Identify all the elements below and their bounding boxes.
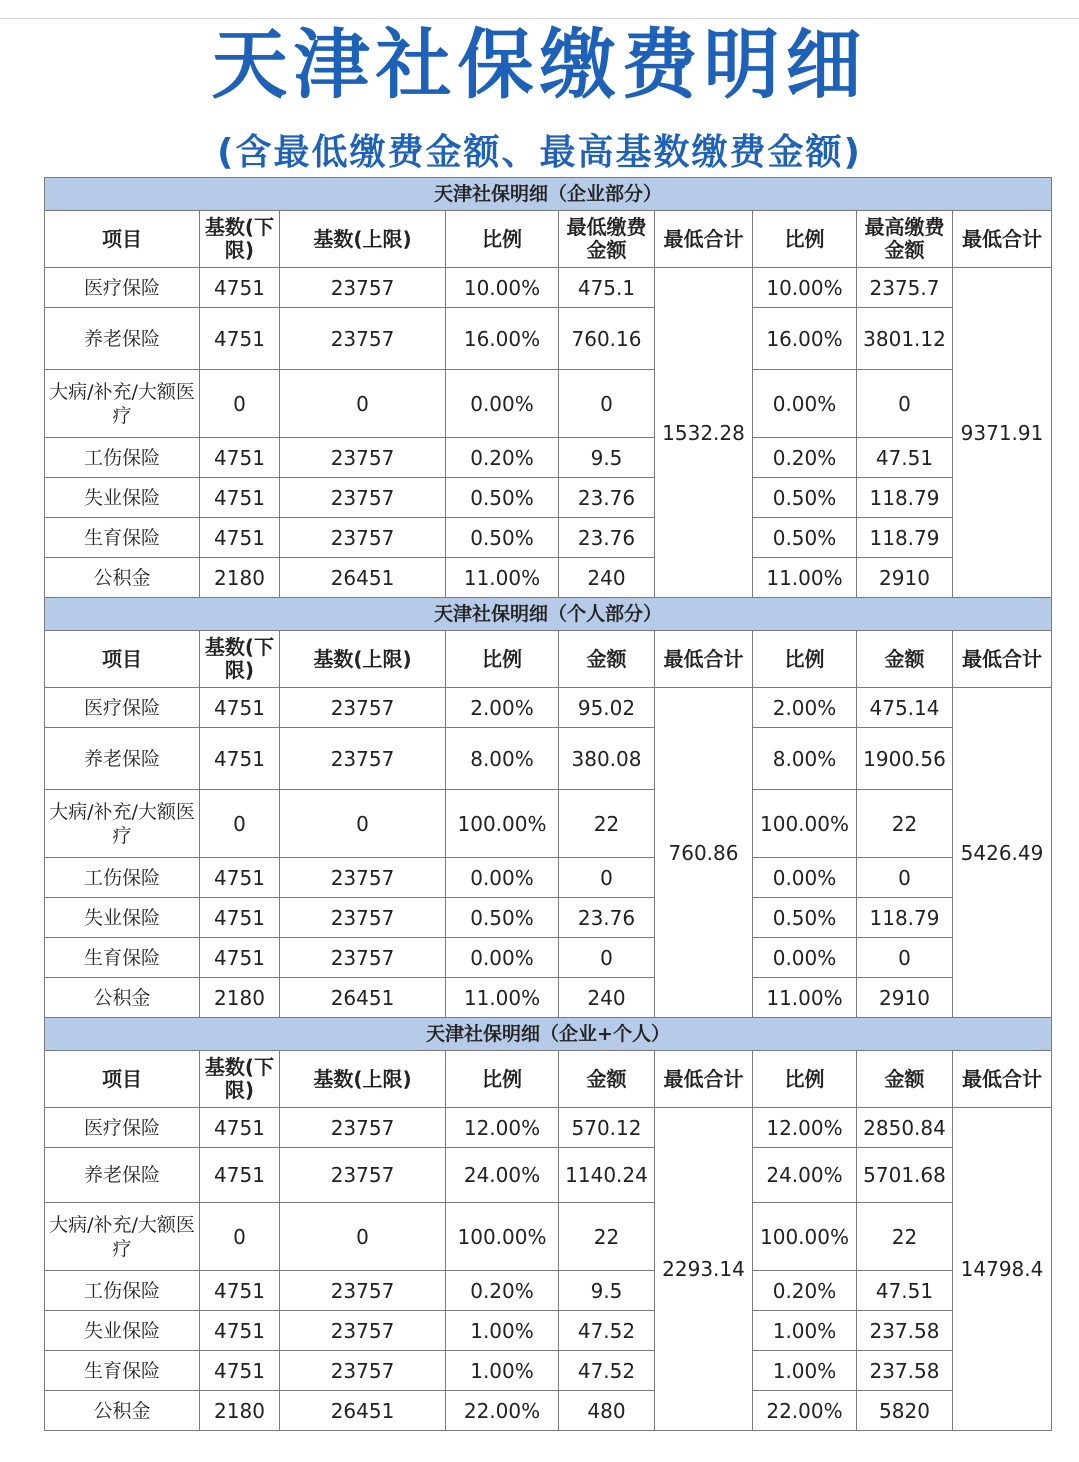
cell-rate-high: 8.00% xyxy=(753,728,857,790)
page-title: 天津社保缴费明细 xyxy=(211,20,868,109)
cell-amount-low: 475.1 xyxy=(559,268,655,308)
page-subtitle: (含最低缴费金额、最高基数缴费金额) xyxy=(217,132,862,173)
column-header: 比例 xyxy=(753,1051,857,1108)
cell-rate-low: 0.50% xyxy=(446,478,559,518)
cell-item: 生育保险 xyxy=(45,518,200,558)
cell-item: 公积金 xyxy=(45,978,200,1018)
cell-rate-high: 10.00% xyxy=(753,268,857,308)
cell-rate-low: 0.00% xyxy=(446,370,559,438)
cell-rate-low: 0.00% xyxy=(446,938,559,978)
cell-base-low: 2180 xyxy=(200,978,280,1018)
cell-rate-low: 10.00% xyxy=(446,268,559,308)
table-row xyxy=(45,978,1052,1018)
cell-rate-high: 11.00% xyxy=(753,978,857,1018)
column-header: 基数(下限) xyxy=(200,631,280,688)
cell-amount-low: 47.52 xyxy=(559,1311,655,1351)
cell-base-low: 2180 xyxy=(200,558,280,598)
cell-rate-low: 100.00% xyxy=(446,790,559,858)
cell-amount-high: 118.79 xyxy=(857,518,953,558)
cell-base-low: 0 xyxy=(200,1203,280,1271)
cell-amount-high: 3801.12 xyxy=(857,308,953,370)
cell-rate-high: 1.00% xyxy=(753,1351,857,1391)
column-header: 基数(下限) xyxy=(200,1051,280,1108)
cell-item: 公积金 xyxy=(45,558,200,598)
cell-base-low: 4751 xyxy=(200,938,280,978)
cell-item: 医疗保险 xyxy=(45,688,200,728)
cell-base-high: 23757 xyxy=(280,1351,446,1391)
cell-rate-low: 2.00% xyxy=(446,688,559,728)
cell-item: 养老保险 xyxy=(45,1148,200,1203)
cell-base-low: 4751 xyxy=(200,1108,280,1148)
table-row xyxy=(45,1203,1052,1271)
section-heading: 天津社保明细（企业部分） xyxy=(45,178,1052,211)
column-header: 最低合计 xyxy=(953,631,1052,688)
cell-amount-low: 23.76 xyxy=(559,478,655,518)
cell-base-high: 23757 xyxy=(280,688,446,728)
column-header: 项目 xyxy=(45,631,200,688)
cell-base-high: 23757 xyxy=(280,1108,446,1148)
cell-base-low: 4751 xyxy=(200,1311,280,1351)
section-heading-row xyxy=(45,178,1052,211)
cell-rate-high: 100.00% xyxy=(753,1203,857,1271)
cell-base-high: 23757 xyxy=(280,1148,446,1203)
column-header: 比例 xyxy=(446,211,559,268)
column-header: 基数(上限) xyxy=(280,1051,446,1108)
table-row xyxy=(45,858,1052,898)
top-divider xyxy=(0,18,1079,19)
cell-item: 工伤保险 xyxy=(45,1271,200,1311)
cell-rate-high: 0.50% xyxy=(753,478,857,518)
cell-base-high: 23757 xyxy=(280,728,446,790)
cell-item: 工伤保险 xyxy=(45,858,200,898)
column-header: 基数(下限) xyxy=(200,211,280,268)
cell-base-low: 4751 xyxy=(200,1271,280,1311)
cell-base-high: 23757 xyxy=(280,268,446,308)
cell-base-high: 26451 xyxy=(280,978,446,1018)
cell-base-low: 4751 xyxy=(200,518,280,558)
cell-amount-high: 5820 xyxy=(857,1391,953,1431)
cell-base-high: 23757 xyxy=(280,518,446,558)
cell-base-low: 4751 xyxy=(200,688,280,728)
table-row xyxy=(45,938,1052,978)
column-header: 项目 xyxy=(45,211,200,268)
cell-amount-low: 95.02 xyxy=(559,688,655,728)
cell-item: 医疗保险 xyxy=(45,268,200,308)
cell-amount-low: 240 xyxy=(559,558,655,598)
cell-item: 公积金 xyxy=(45,1391,200,1431)
cell-item: 养老保险 xyxy=(45,728,200,790)
cell-rate-low: 1.00% xyxy=(446,1311,559,1351)
table-row xyxy=(45,438,1052,478)
column-header: 金额 xyxy=(559,631,655,688)
cell-amount-low: 23.76 xyxy=(559,518,655,558)
cell-amount-low: 47.52 xyxy=(559,1351,655,1391)
cell-item: 失业保险 xyxy=(45,478,200,518)
table-row xyxy=(45,1271,1052,1311)
cell-rate-low: 11.00% xyxy=(446,558,559,598)
section-heading: 天津社保明细（个人部分） xyxy=(45,598,1052,631)
cell-rate-low: 16.00% xyxy=(446,308,559,370)
cell-amount-low: 9.5 xyxy=(559,438,655,478)
cell-base-low: 2180 xyxy=(200,1391,280,1431)
cell-base-low: 4751 xyxy=(200,308,280,370)
cell-base-high: 0 xyxy=(280,790,446,858)
cell-amount-high: 0 xyxy=(857,858,953,898)
cell-rate-high: 16.00% xyxy=(753,308,857,370)
cell-base-high: 23757 xyxy=(280,478,446,518)
section-heading: 天津社保明细（企业+个人） xyxy=(45,1018,1052,1051)
cell-rate-high: 24.00% xyxy=(753,1148,857,1203)
cell-amount-high: 475.14 xyxy=(857,688,953,728)
cell-base-high: 23757 xyxy=(280,308,446,370)
cell-amount-low: 0 xyxy=(559,858,655,898)
column-header-row xyxy=(45,631,1052,688)
cell-rate-high: 0.00% xyxy=(753,858,857,898)
cell-base-low: 0 xyxy=(200,370,280,438)
cell-amount-low: 1140.24 xyxy=(559,1148,655,1203)
total-high-cell: 9371.91 xyxy=(953,268,1052,598)
cell-amount-high: 2375.7 xyxy=(857,268,953,308)
cell-amount-high: 118.79 xyxy=(857,898,953,938)
cell-rate-low: 0.20% xyxy=(446,438,559,478)
column-header: 比例 xyxy=(446,631,559,688)
column-header: 金额 xyxy=(559,1051,655,1108)
cell-amount-high: 47.51 xyxy=(857,438,953,478)
cell-amount-low: 240 xyxy=(559,978,655,1018)
table-row xyxy=(45,478,1052,518)
cell-amount-low: 9.5 xyxy=(559,1271,655,1311)
column-header: 比例 xyxy=(753,631,857,688)
cell-rate-low: 24.00% xyxy=(446,1148,559,1203)
cell-amount-high: 2910 xyxy=(857,978,953,1018)
total-high-cell: 14798.4 xyxy=(953,1108,1052,1431)
cell-amount-low: 570.12 xyxy=(559,1108,655,1148)
cell-item: 医疗保险 xyxy=(45,1108,200,1148)
column-header: 最低合计 xyxy=(655,211,753,268)
column-header: 金额 xyxy=(857,1051,953,1108)
table-row xyxy=(45,1351,1052,1391)
cell-item: 失业保险 xyxy=(45,1311,200,1351)
table-row xyxy=(45,1108,1052,1148)
table-row xyxy=(45,370,1052,438)
total-high-cell: 5426.49 xyxy=(953,688,1052,1018)
cell-base-high: 0 xyxy=(280,370,446,438)
cell-rate-high: 11.00% xyxy=(753,558,857,598)
total-low-cell: 2293.14 xyxy=(655,1108,753,1431)
cell-rate-low: 0.50% xyxy=(446,898,559,938)
column-header: 基数(上限) xyxy=(280,211,446,268)
cell-rate-low: 0.00% xyxy=(446,858,559,898)
column-header: 最低合计 xyxy=(655,1051,753,1108)
cell-base-high: 23757 xyxy=(280,938,446,978)
cell-rate-high: 0.50% xyxy=(753,898,857,938)
cell-base-high: 0 xyxy=(280,1203,446,1271)
section-heading-row xyxy=(45,598,1052,631)
column-header: 项目 xyxy=(45,1051,200,1108)
column-header: 最高缴费金额 xyxy=(857,211,953,268)
cell-rate-high: 22.00% xyxy=(753,1391,857,1431)
cell-rate-low: 11.00% xyxy=(446,978,559,1018)
cell-rate-high: 0.00% xyxy=(753,370,857,438)
table-row xyxy=(45,558,1052,598)
cell-base-low: 4751 xyxy=(200,898,280,938)
cell-base-low: 0 xyxy=(200,790,280,858)
table-row xyxy=(45,268,1052,308)
cell-item: 大病/补充/大额医疗 xyxy=(45,790,200,858)
cell-rate-low: 0.20% xyxy=(446,1271,559,1311)
cell-amount-low: 380.08 xyxy=(559,728,655,790)
column-header-row xyxy=(45,1051,1052,1108)
cell-amount-high: 22 xyxy=(857,1203,953,1271)
column-header: 基数(上限) xyxy=(280,631,446,688)
total-low-cell: 760.86 xyxy=(655,688,753,1018)
column-header: 最低缴费金额 xyxy=(559,211,655,268)
cell-rate-low: 1.00% xyxy=(446,1351,559,1391)
cell-amount-low: 760.16 xyxy=(559,308,655,370)
cell-amount-low: 0 xyxy=(559,370,655,438)
cell-amount-high: 118.79 xyxy=(857,478,953,518)
table-row xyxy=(45,898,1052,938)
cell-amount-low: 22 xyxy=(559,1203,655,1271)
column-header: 比例 xyxy=(446,1051,559,1108)
table-row xyxy=(45,790,1052,858)
cell-item: 生育保险 xyxy=(45,938,200,978)
cell-base-low: 4751 xyxy=(200,268,280,308)
cell-item: 大病/补充/大额医疗 xyxy=(45,370,200,438)
cell-amount-high: 0 xyxy=(857,938,953,978)
cell-amount-high: 5701.68 xyxy=(857,1148,953,1203)
table-row xyxy=(45,308,1052,370)
section-heading-row xyxy=(45,1018,1052,1051)
column-header: 比例 xyxy=(753,211,857,268)
column-header-row xyxy=(45,211,1052,268)
cell-base-high: 23757 xyxy=(280,438,446,478)
cell-rate-high: 1.00% xyxy=(753,1311,857,1351)
cell-rate-high: 0.00% xyxy=(753,938,857,978)
cell-rate-high: 0.20% xyxy=(753,438,857,478)
cell-base-high: 23757 xyxy=(280,1311,446,1351)
contribution-table xyxy=(44,177,1052,1431)
cell-base-low: 4751 xyxy=(200,438,280,478)
cell-rate-high: 0.50% xyxy=(753,518,857,558)
cell-amount-high: 2850.84 xyxy=(857,1108,953,1148)
column-header: 最低合计 xyxy=(953,211,1052,268)
cell-base-high: 23757 xyxy=(280,1271,446,1311)
cell-item: 养老保险 xyxy=(45,308,200,370)
cell-item: 工伤保险 xyxy=(45,438,200,478)
cell-rate-high: 0.20% xyxy=(753,1271,857,1311)
cell-amount-high: 2910 xyxy=(857,558,953,598)
cell-item: 生育保险 xyxy=(45,1351,200,1391)
cell-item: 大病/补充/大额医疗 xyxy=(45,1203,200,1271)
cell-amount-high: 237.58 xyxy=(857,1311,953,1351)
column-header: 最低合计 xyxy=(953,1051,1052,1108)
cell-rate-low: 100.00% xyxy=(446,1203,559,1271)
cell-rate-high: 2.00% xyxy=(753,688,857,728)
cell-base-low: 4751 xyxy=(200,858,280,898)
table-row xyxy=(45,728,1052,790)
cell-base-high: 23757 xyxy=(280,858,446,898)
cell-amount-high: 1900.56 xyxy=(857,728,953,790)
cell-amount-high: 47.51 xyxy=(857,1271,953,1311)
cell-base-low: 4751 xyxy=(200,1351,280,1391)
cell-rate-low: 0.50% xyxy=(446,518,559,558)
cell-base-low: 4751 xyxy=(200,1148,280,1203)
cell-rate-high: 100.00% xyxy=(753,790,857,858)
table-row xyxy=(45,1391,1052,1431)
table-row xyxy=(45,688,1052,728)
cell-amount-high: 0 xyxy=(857,370,953,438)
cell-rate-low: 8.00% xyxy=(446,728,559,790)
cell-base-low: 4751 xyxy=(200,728,280,790)
cell-amount-low: 22 xyxy=(559,790,655,858)
cell-amount-low: 0 xyxy=(559,938,655,978)
table-row xyxy=(45,1148,1052,1203)
cell-rate-low: 22.00% xyxy=(446,1391,559,1431)
cell-base-high: 26451 xyxy=(280,558,446,598)
cell-amount-high: 237.58 xyxy=(857,1351,953,1391)
cell-item: 失业保险 xyxy=(45,898,200,938)
cell-base-high: 23757 xyxy=(280,898,446,938)
cell-amount-high: 22 xyxy=(857,790,953,858)
table-row xyxy=(45,1311,1052,1351)
cell-rate-low: 12.00% xyxy=(446,1108,559,1148)
total-low-cell: 1532.28 xyxy=(655,268,753,598)
column-header: 最低合计 xyxy=(655,631,753,688)
cell-amount-low: 23.76 xyxy=(559,898,655,938)
cell-base-low: 4751 xyxy=(200,478,280,518)
cell-rate-high: 12.00% xyxy=(753,1108,857,1148)
cell-amount-low: 480 xyxy=(559,1391,655,1431)
column-header: 金额 xyxy=(857,631,953,688)
cell-base-high: 26451 xyxy=(280,1391,446,1431)
table-row xyxy=(45,518,1052,558)
